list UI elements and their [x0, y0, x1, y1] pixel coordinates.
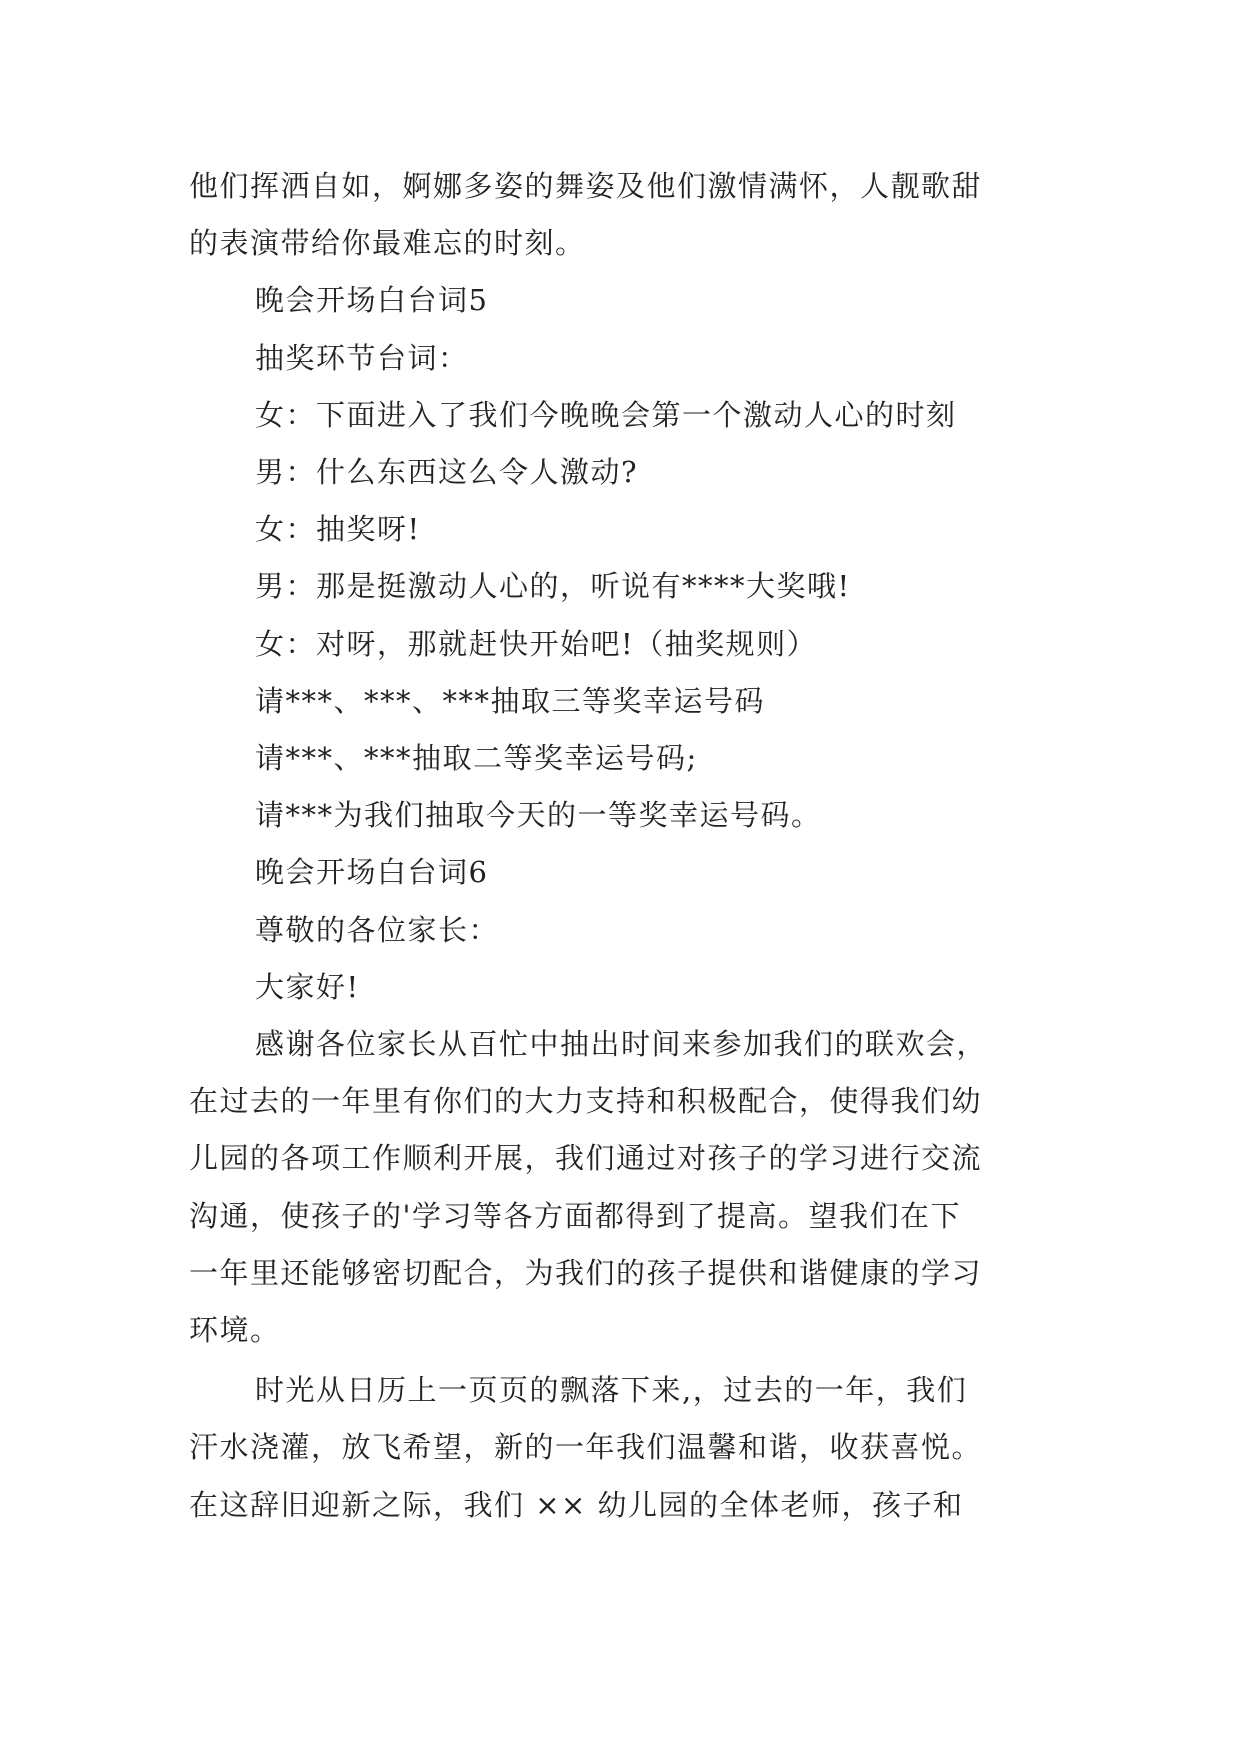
- document-body: [189, 158, 1051, 1534]
- dialogue-line: 女：对呀，那就赶快开始吧!（抽奖规则）: [255, 626, 818, 661]
- paragraph-line: 汗水浇灌，放飞希望，新的一年我们温馨和谐，收获喜悦。: [189, 1430, 983, 1465]
- paragraph-line: 一年里还能够密切配合，为我们的孩子提供和谐健康的学习: [189, 1255, 983, 1290]
- paragraph-line: 请***、***抽取二等奖幸运号码;: [255, 741, 698, 776]
- dialogue-line: 男：什么东西这么令人激动?: [255, 455, 639, 490]
- paragraph-line: 在这辞旧迎新之际，我们 ×× 幼儿园的全体老师，孩子和: [189, 1487, 964, 1522]
- paragraph-line: 大家好!: [255, 969, 360, 1004]
- paragraph-line: 抽奖环节台词：: [255, 340, 469, 375]
- paragraph-line: 儿园的各项工作顺利开展，我们通过对孩子的学习进行交流: [189, 1141, 983, 1176]
- paragraph-line: 时光从日历上一页页的飘落下来,，过去的一年，我们: [255, 1373, 968, 1408]
- paragraph-line: 沟通，使孩子的'学习等各方面都得到了提高。望我们在下: [189, 1198, 961, 1233]
- dialogue-line: 女：抽奖呀!: [255, 512, 421, 547]
- dialogue-line: 女：下面进入了我们今晚晚会第一个激动人心的时刻: [255, 397, 957, 432]
- paragraph-line: 尊敬的各位家长：: [255, 912, 500, 947]
- paragraph-line: 请***为我们抽取今天的一等奖幸运号码。: [255, 798, 822, 833]
- paragraph-line: 环境。: [189, 1313, 281, 1348]
- dialogue-line: 男：那是挺激动人心的，听说有****大奖哦!: [255, 569, 851, 604]
- paragraph-line: 在过去的一年里有你们的大力支持和积极配合，使得我们幼: [189, 1084, 983, 1119]
- paragraph-line: 他们挥洒自如，婀娜多姿的舞姿及他们激情满怀，人靓歌甜: [189, 169, 983, 203]
- section-heading: 晚会开场白台词5: [255, 283, 489, 318]
- paragraph-line: 请***、***、***抽取三等奖幸运号码: [255, 683, 766, 718]
- section-heading: 晚会开场白台词6: [255, 855, 489, 890]
- paragraph-line: 感谢各位家长从百忙中抽出时间来参加我们的联欢会，: [255, 1027, 988, 1062]
- paragraph-line: 的表演带给你最难忘的时刻。: [189, 226, 586, 261]
